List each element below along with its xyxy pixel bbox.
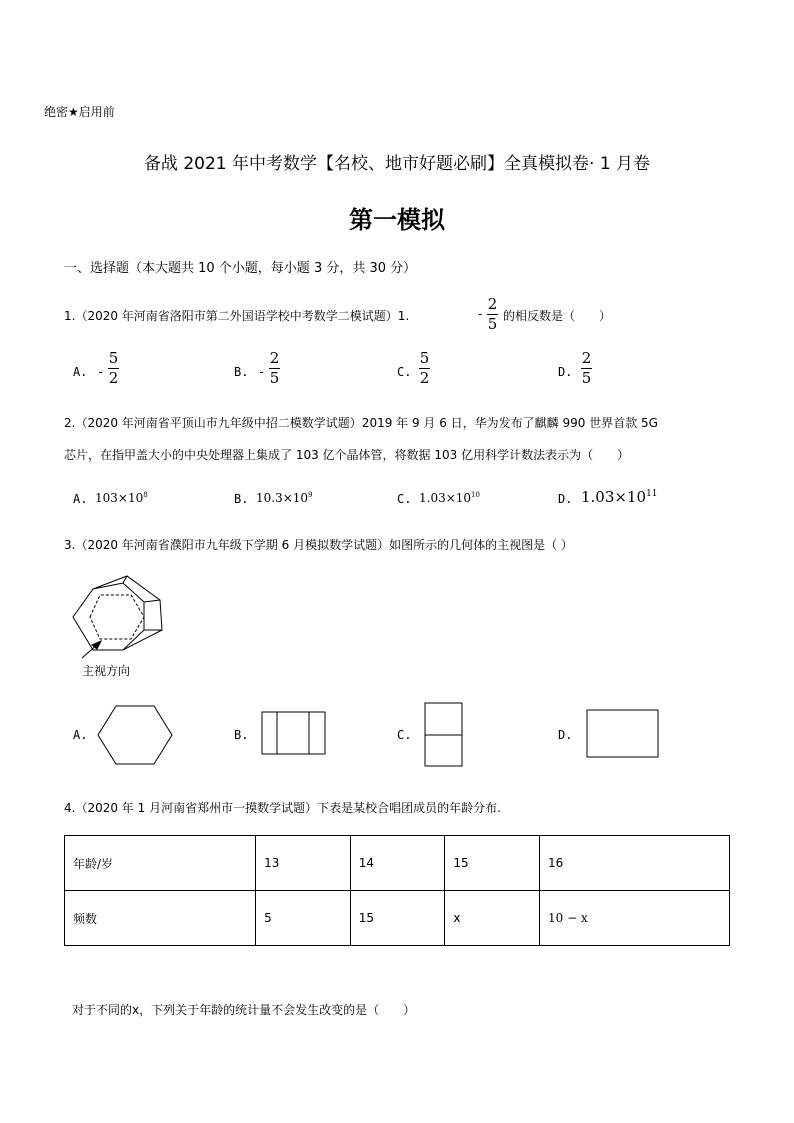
view-direction-label: 主视方向 <box>82 664 131 678</box>
three-panel-rectangle-figure <box>261 711 327 756</box>
section-heading: 一、选择题（本大题共 10 个小题，每小题 3 分，共 30 分） <box>64 261 417 276</box>
option-fraction <box>419 350 430 387</box>
table-row <box>65 891 730 946</box>
table-cell: 年龄/岁 <box>65 836 256 891</box>
question-4-stem: 4.（2020 年 1 月河南省郑州市一摸数学试题）下表是某校合唱团成员的年龄分布. <box>64 801 501 815</box>
fraction-numerator: 2 <box>581 349 592 367</box>
option-value <box>581 488 658 506</box>
question-1-tail: 的相反数是（ ） <box>503 309 612 323</box>
hexagonal-prism-figure <box>66 574 166 660</box>
value-base: 10.3×10 <box>256 491 309 505</box>
value-exponent: 10 <box>471 491 480 499</box>
table-cell: 13 <box>256 836 351 891</box>
value-exponent: 11 <box>646 489 658 499</box>
option-label: C. <box>397 728 412 742</box>
option-label: C. <box>397 492 412 506</box>
value-exponent: 9 <box>308 491 313 499</box>
question-2-line-1: 2.（2020 年河南省平顶山市九年级中招二模数学试题）2019 年 9 月 6 日，华为发布了麒麟 990 世界首款 5G <box>64 416 658 430</box>
question-2-line-2: 芯片，在指甲盖大小的中央处理器上集成了 103 亿个晶体管，将数据 103 亿用科学计数法表示为（ ） <box>64 448 630 462</box>
question-1-stem: 1.（2020 年河南省洛阳市第二外国语学校中考数学二模试题）1. <box>64 309 410 323</box>
option-label: D. <box>558 492 573 506</box>
table-cell: x <box>445 891 540 946</box>
table-cell: 15 <box>350 891 445 946</box>
table-row <box>65 836 730 891</box>
exam-subtitle: 第一模拟 <box>349 206 445 234</box>
fraction-denominator: 2 <box>419 369 430 387</box>
fraction-denominator: 5 <box>487 315 498 333</box>
option-label: D. <box>558 365 573 379</box>
option-label: C. <box>397 365 412 379</box>
question-1-minus: - <box>478 307 483 321</box>
option-label: A. <box>73 365 88 379</box>
fraction-numerator: 2 <box>269 349 280 367</box>
option-fraction <box>581 350 592 387</box>
exam-title: 备战 2021 年中考数学【名校、地市好题必刷】全真模拟卷· 1 月卷 <box>143 154 651 174</box>
table-cell: 10 − x <box>540 891 730 946</box>
fraction-numerator: 5 <box>419 349 430 367</box>
fraction-denominator: 5 <box>581 369 592 387</box>
table-cell: 16 <box>540 836 730 891</box>
value-base: 1.03×10 <box>581 488 647 506</box>
option-value <box>419 491 480 505</box>
table-cell: 5 <box>256 891 351 946</box>
option-fraction <box>269 350 280 387</box>
option-label: A. <box>73 728 88 742</box>
option-sign: - <box>97 365 105 379</box>
option-label: A. <box>73 492 88 506</box>
table-cell: 频数 <box>65 891 256 946</box>
option-label: D. <box>558 728 573 742</box>
hexagon-option-figure <box>95 704 175 766</box>
option-label: B. <box>234 728 249 742</box>
option-fraction <box>108 350 119 387</box>
value-base: 1.03×10 <box>419 491 472 505</box>
option-label: B. <box>234 365 249 379</box>
plain-rectangle-figure <box>586 709 660 759</box>
fraction-numerator: 5 <box>108 349 119 367</box>
fraction-denominator: 2 <box>108 369 119 387</box>
value-exponent: 8 <box>143 491 148 499</box>
option-label: B. <box>234 492 249 506</box>
question-1-fraction <box>487 296 498 333</box>
table-cell: 15 <box>445 836 540 891</box>
option-value <box>256 491 313 505</box>
option-value <box>95 491 148 505</box>
age-distribution-table <box>64 835 730 946</box>
confidential-mark: 绝密★启用前 <box>44 105 115 119</box>
option-sign: - <box>258 365 266 379</box>
split-rectangle-figure <box>424 702 464 768</box>
fraction-denominator: 5 <box>269 369 280 387</box>
table-cell: 14 <box>350 836 445 891</box>
question-4-prompt: 对于不同的x，下列关于年龄的统计量不会发生改变的是（ ） <box>72 1003 416 1017</box>
value-base: 103×10 <box>95 491 144 505</box>
fraction-numerator: 2 <box>487 295 498 313</box>
question-3-stem: 3.（2020 年河南省濮阳市九年级下学期 6 月模拟数学试题）如图所示的几何体的主视图是（ ） <box>64 538 573 552</box>
